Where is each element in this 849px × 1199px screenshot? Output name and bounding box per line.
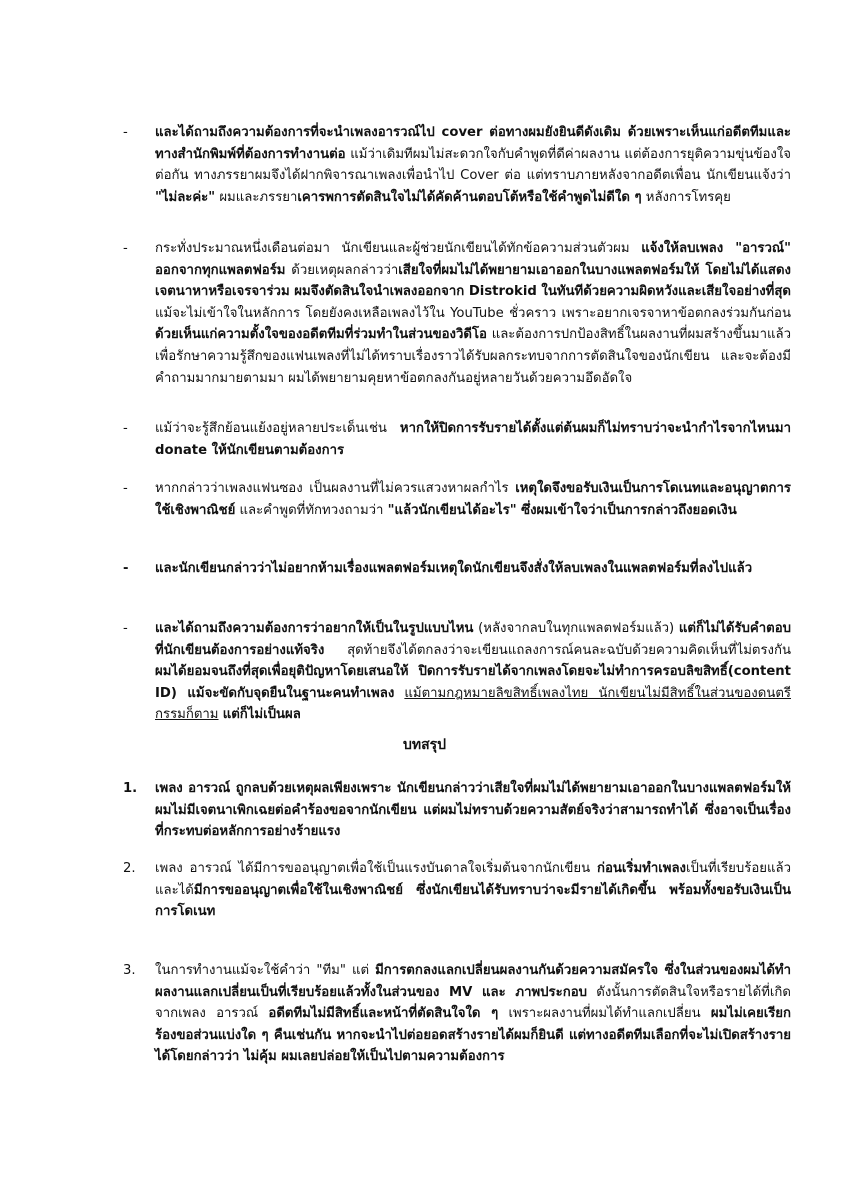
bold-text-run: เคารพการตัดสินใจไม่ได้คัดค้านตอบโต้หรือใช้คำพูดไม่ดีใด ๆ	[297, 189, 642, 205]
bold-text-run: และได้ถามถึงความต้องการที่จะนำเพลงอารวณ์ไป cover ต่อทางผมยังยินดีดังเดิม ด้วยเพราะเห็นแก่อดีตทีมและทางสำนักพิมพ์ที่ต้องการทำงานต่อ	[155, 125, 791, 162]
bold-text-run: เสียใจที่ผมไม่ได้พยายามเอาออกในบางแพลตฟอร์มให้ โดยไม่ได้แสดงเจตนาหาหรือเจรจาร่วม ผมจึงตัดสินใจนำเพลงออกจาก Distrokid ในทันทีด้วยความผิดหวังและเสียใจอย่างที่สุด	[155, 262, 791, 300]
text-run: แม้จะไม่เข้าใจในหลักการ โดยยังคงเหลือเพลงไว้ใน YouTube ชั่วคราว เพราะอยากเจรจาหาข้อตกลงร่วมกันก่อน	[155, 305, 791, 321]
bullet-marker: -	[123, 421, 128, 436]
bold-text-run: แต่ก็ไม่เป็นผล	[222, 707, 301, 723]
bullet-paragraph	[155, 618, 791, 726]
text-run: แม้ว่าจะรู้สึกย้อนแย้งอยู่หลายประเด็นเช่น	[155, 421, 400, 436]
numbered-marker: 2.	[123, 861, 136, 876]
numbered-marker: 3.	[123, 963, 136, 978]
bold-text-run: "ไม่ละค่ะ"	[155, 189, 216, 205]
text-run: หลังการโทรคุย	[641, 189, 731, 205]
text-run: (หลังจากลบในทุกแพลตฟอร์มแล้ว)	[473, 621, 679, 636]
section-heading: บทสรุป	[402, 737, 447, 753]
bullet-marker: -	[123, 125, 128, 140]
bold-text-run: แจ้งให้ลบเพลง "อารวณ์" ออกจากทุกแพลตฟอร์ม	[155, 241, 791, 278]
bold-text-run: มีการตกลงแลกเปลี่ยนผลงานกันด้วยความสมัครใจ ซึ่งในส่วนของผมได้ทำผลงานแลกเปลี่ยนเป็นที่เรียบร้อยแล้วทั้งในส่วนของ MV และ ภาพประกอบ	[155, 963, 791, 1000]
bullet-marker: -	[123, 241, 128, 256]
bold-text-run: และนักเขียนกล่าวว่าไม่อยากห้ามเรื่องแพลตฟอร์มเหตุใดนักเขียนจึงสั่งให้ลบเพลงในแพลตฟอร์มที่ลงไปแล้ว	[155, 561, 753, 576]
bold-text-run: ผมไม่เคยเรียกร้องขอส่วนแบ่งใด ๆ คืนเช่นกัน หากจะนำไปต่อยอดสร้างรายได้ผมก็ยินดี แต่ทางอดีตทีมเลือกที่จะไม่เปิดสร้างรายได้โดยกล่าวว่า ไม่คุ้ม ผมเลยปล่อยให้เป็นไปตามความต้องการ	[155, 1006, 792, 1065]
numbered-paragraph	[155, 960, 791, 1068]
text-run: ด้วยเหตุผลกล่าวว่า	[285, 262, 399, 278]
bullet-paragraph	[155, 238, 791, 389]
bullet-paragraph	[155, 122, 791, 208]
bullet-paragraph	[155, 418, 791, 461]
bold-text-run: มีการขออนุญาตเพื่อใช้ในเชิงพาณิชย์ ซึ่งนักเขียนได้รับทราบว่าจะมีรายได้เกิดขึ้น พร้อมทั้งขอรับเงินเป็นการโดเนท	[155, 882, 791, 920]
bullet-marker: -	[123, 561, 129, 576]
bold-text-run: ผมได้ยอมจนถึงที่สุดเพื่อยุติปัญหาโดยเสนอให้ ปิดการรับรายได้จากเพลงโดยจะไม่ทำการครอบลิขสิทธิ์(content ID) แม้จะขัดกับจุดยืนในฐานะคนทำเพลง	[155, 664, 791, 701]
bold-text-run: เหตุใดจึงขอรับเงินเป็นการโดเนทและอนุญาตการใช้เชิงพาณิชย์	[155, 481, 791, 518]
bold-text-run: "แล้วนักเขียนได้อะไร" ซึ่งผมเข้าใจว่าเป็นการกล่าวถึงยอดเงิน	[387, 502, 737, 518]
text-run: แม้ว่าเดิมทีผมไม่สะดวกใจกับคำพูดที่ดีค่าผลงาน แต่ต้องการยุติความขุ่นข้องใจต่อกัน ทางภรรยาผมจึงได้ฝากพิจารณาเพลงเพื่อนำไป Cover ต่อ แต่ทราบภายหลังจากอดีตเพื่อน นักเขียนแจ้งว่า	[155, 146, 791, 184]
bold-text-run: หากให้ปิดการรับรายได้ตั้งแต่ต้นผมก็ไม่ทราบว่าจะนำกำไรจากไหนมา donate ให้นักเขียนตามต้องการ	[155, 421, 791, 458]
bold-text-run: ด้วยเห็นแก่ความตั้งใจของอดีตทีมที่ร่วมทำในส่วนของวิดีโอ	[155, 327, 487, 343]
bold-text-run: อดีตทีมไม่มีสิทธิ์และหน้าที่ตัดสินใจใด ๆ	[268, 1006, 499, 1022]
bullet-paragraph	[155, 478, 791, 521]
text-run	[394, 686, 404, 701]
bold-text-run: เพลง อารวณ์ ถูกลบด้วยเหตุผลเพียงเพราะ นักเขียนกล่าวว่าเสียใจที่ผมไม่ได้พยายามเอาออกในบางแพลตฟอร์มให้ ผมไม่มีเจตนาเพิกเฉยต่อคำร้องขอจากนักเขียน แต่ผมไม่ทราบด้วยความสัตย์จริงว่าสามารถทำได้ ซึ่งอาจเป็นเรื่องที่กระทบต่อหลักการอย่างร้ายแรง	[155, 781, 791, 840]
text-run: เพราะผลงานที่ผมได้ทำแลกเปลี่ยน	[498, 1006, 711, 1022]
bold-text-run: แต่ก็ไม่ได้รับคำตอบที่นักเขียนต้องการอย่างแท้จริง	[155, 621, 791, 658]
text-run: ดังนั้นการตัดสินใจหรือรายได้ที่เกิดจากเพลง อารวณ์	[155, 984, 791, 1022]
text-run: เพลง อารวณ์ ได้มีการขออนุญาตเพื่อใช้เป็นแรงบันดาลใจเริ่มต้นจากนักเขียน	[155, 861, 597, 876]
numbered-paragraph	[155, 778, 791, 843]
text-run: กระทั่งประมาณหนึ่งเดือนต่อมา นักเขียนและผู้ช่วยนักเขียนได้ทักข้อความส่วนตัวผม	[155, 241, 642, 256]
underlined-text-run: แม้ตามกฎหมายลิขสิทธิ์เพลงไทย นักเขียนไม่มีสิทธิ์ในส่วนของดนตรีกรรมก็ตาม	[155, 685, 791, 723]
text-run: และคำพูดที่ทักทวงถามว่า	[235, 502, 388, 518]
bullet-paragraph	[155, 558, 791, 580]
text-run: หากกล่าวว่าเพลงแฟนซอง เป็นผลงานที่ไม่ควรแสวงหาผลกำไร	[155, 481, 516, 496]
text-run: ผมและภรรยา	[215, 189, 298, 205]
text-run: สุดท้ายจึงได้ตกลงว่าจะเขียนแถลงการณ์คนละฉบับด้วยความคิดเห็นที่ไม่ตรงกัน	[324, 642, 791, 658]
numbered-marker: 1.	[123, 781, 138, 796]
text-run: ในการทำงานแม้จะใช้คำว่า "ทีม" แต่	[155, 963, 376, 978]
bullet-marker: -	[123, 621, 128, 636]
text-run: เป็นที่เรียบร้อยแล้ว และได้	[155, 861, 791, 898]
bullet-marker: -	[123, 481, 128, 496]
bold-text-run: และได้ถามถึงความต้องการว่าอยากให้เป็นในรูปแบบไหน	[155, 621, 474, 636]
numbered-paragraph	[155, 858, 791, 923]
bold-text-run: ก่อนเริ่มทำเพลง	[596, 861, 686, 876]
text-run: และต้องการปกป้องสิทธิ์ในผลงานที่ผมสร้างขึ้นมาแล้ว เพื่อรักษาความรู้สึกของแฟนเพลงที่ไม่ได้ทราบเรื่องราวได้รับผลกระทบจากการตัดสินใจของนักเขียน และจะต้องมีคำถามมากมายตามมา ผมได้พยายามคุยหาข้อตกลงกันอยู่หลายวันด้วยความอึดอัดใจ	[155, 327, 791, 386]
